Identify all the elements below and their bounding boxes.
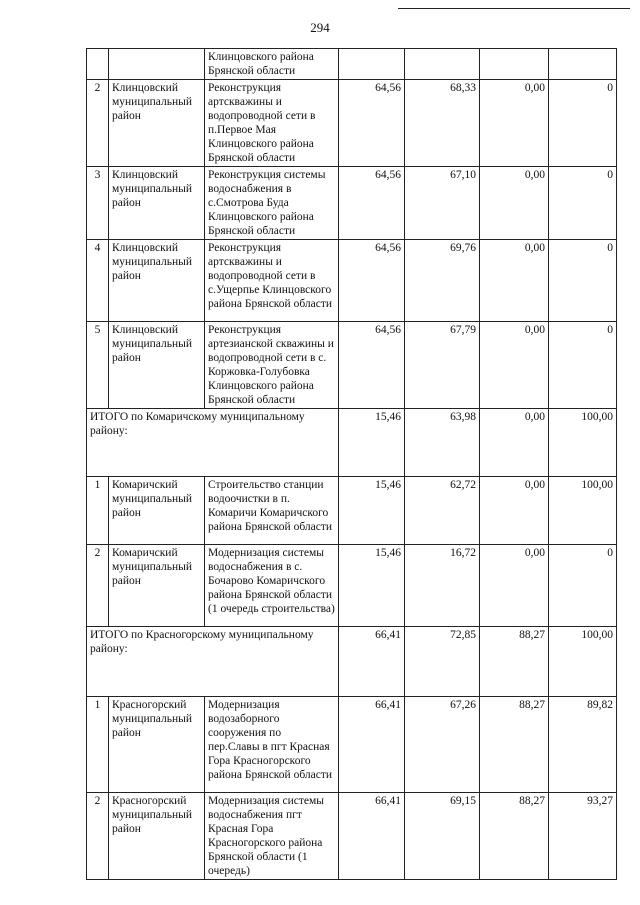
- value-cell: 16,72: [405, 545, 480, 627]
- district-cell: Клинцовский муниципальный район: [109, 167, 205, 240]
- value-cell: 64,56: [339, 240, 405, 322]
- value-cell: 69,15: [405, 793, 480, 880]
- value-cell: 100,00: [549, 409, 617, 477]
- table-row: [87, 167, 617, 240]
- object-cell: Реконструкция артезианской скважины и водопроводной сети в с. Коржовка-Голубовка Клинцовского района Брянской области: [205, 322, 339, 409]
- value-cell: 72,85: [405, 627, 480, 697]
- district-cell: Комаричский муниципальный район: [109, 545, 205, 627]
- value-cell: 100,00: [549, 477, 617, 545]
- total-row: [87, 409, 617, 477]
- value-cell: 88,27: [480, 627, 549, 697]
- value-cell: 0: [549, 545, 617, 627]
- value-cell: 66,41: [339, 627, 405, 697]
- value-cell: 0,00: [480, 545, 549, 627]
- table-row: [87, 80, 617, 167]
- object-cell: Модернизация водозаборного сооружения по пер.Славы в пгт Красная Гора Красногорского района Брянской области: [205, 697, 339, 793]
- table-row: [87, 477, 617, 545]
- value-cell: 63,98: [405, 409, 480, 477]
- object-cell: Реконструкция артскважины и водопроводной сети в п.Первое Мая Клинцовского района Брянской области: [205, 80, 339, 167]
- value-cell: [480, 49, 549, 80]
- row-number: 2: [87, 545, 109, 627]
- district-cell: Красногорский муниципальный район: [109, 793, 205, 880]
- object-cell: Модернизация системы водоснабжения пгт Красная Гора Красногорского района Брянской области (1 очередь): [205, 793, 339, 880]
- object-cell: Модернизация системы водоснабжения в с. Бочарово Комаричского района Брянской области (1 очередь строительства): [205, 545, 339, 627]
- value-cell: 100,00: [549, 627, 617, 697]
- water-supply-table: [86, 48, 617, 880]
- value-cell: 69,76: [405, 240, 480, 322]
- value-cell: 15,46: [339, 545, 405, 627]
- object-cell: Строительство станции водоочистки в п. Комаричи Комаричского района Брянской области: [205, 477, 339, 545]
- value-cell: 0,00: [480, 80, 549, 167]
- value-cell: 64,56: [339, 80, 405, 167]
- header-rule: [398, 8, 630, 9]
- value-cell: 0,00: [480, 477, 549, 545]
- table-row: [87, 793, 617, 880]
- value-cell: 89,82: [549, 697, 617, 793]
- value-cell: 64,56: [339, 167, 405, 240]
- row-number: 2: [87, 793, 109, 880]
- district-cell: Красногорский муниципальный район: [109, 697, 205, 793]
- value-cell: [405, 49, 480, 80]
- value-cell: 15,46: [339, 477, 405, 545]
- value-cell: 66,41: [339, 697, 405, 793]
- value-cell: 67,79: [405, 322, 480, 409]
- total-row: [87, 627, 617, 697]
- value-cell: 88,27: [480, 697, 549, 793]
- value-cell: 68,33: [405, 80, 480, 167]
- district-cell: Клинцовский муниципальный район: [109, 240, 205, 322]
- value-cell: 62,72: [405, 477, 480, 545]
- value-cell: 0,00: [480, 322, 549, 409]
- table-row: [87, 240, 617, 322]
- value-cell: 0,00: [480, 409, 549, 477]
- value-cell: 67,10: [405, 167, 480, 240]
- value-cell: [549, 49, 617, 80]
- value-cell: 0,00: [480, 167, 549, 240]
- row-number: 2: [87, 80, 109, 167]
- value-cell: 64,56: [339, 322, 405, 409]
- value-cell: 0: [549, 167, 617, 240]
- district-cell: Клинцовский муниципальный район: [109, 322, 205, 409]
- district-cell: [109, 49, 205, 80]
- table-row: [87, 545, 617, 627]
- table-row: [87, 697, 617, 793]
- row-number: [87, 49, 109, 80]
- object-cell: Клинцовского района Брянской области: [205, 49, 339, 80]
- district-cell: Комаричский муниципальный район: [109, 477, 205, 545]
- table-row: [87, 49, 617, 80]
- district-cell: Клинцовский муниципальный район: [109, 80, 205, 167]
- row-number: 1: [87, 477, 109, 545]
- value-cell: [339, 49, 405, 80]
- table-row: [87, 322, 617, 409]
- value-cell: 0: [549, 322, 617, 409]
- total-label: ИТОГО по Красногорскому муниципальному району:: [87, 627, 339, 697]
- value-cell: 67,26: [405, 697, 480, 793]
- value-cell: 88,27: [480, 793, 549, 880]
- row-number: 1: [87, 697, 109, 793]
- page-number: 294: [310, 20, 330, 35]
- object-cell: Реконструкция артскважины и водопроводной сети в с.Ущерпье Клинцовского района Брянской области: [205, 240, 339, 322]
- value-cell: 0,00: [480, 240, 549, 322]
- row-number: 3: [87, 167, 109, 240]
- value-cell: 93,27: [549, 793, 617, 880]
- value-cell: 0: [549, 80, 617, 167]
- total-label: ИТОГО по Комаричскому муниципальному району:: [87, 409, 339, 477]
- value-cell: 0: [549, 240, 617, 322]
- value-cell: 15,46: [339, 409, 405, 477]
- row-number: 5: [87, 322, 109, 409]
- object-cell: Реконструкция системы водоснабжения в с.Смотрова Буда Клинцовского района Брянской области: [205, 167, 339, 240]
- value-cell: 66,41: [339, 793, 405, 880]
- row-number: 4: [87, 240, 109, 322]
